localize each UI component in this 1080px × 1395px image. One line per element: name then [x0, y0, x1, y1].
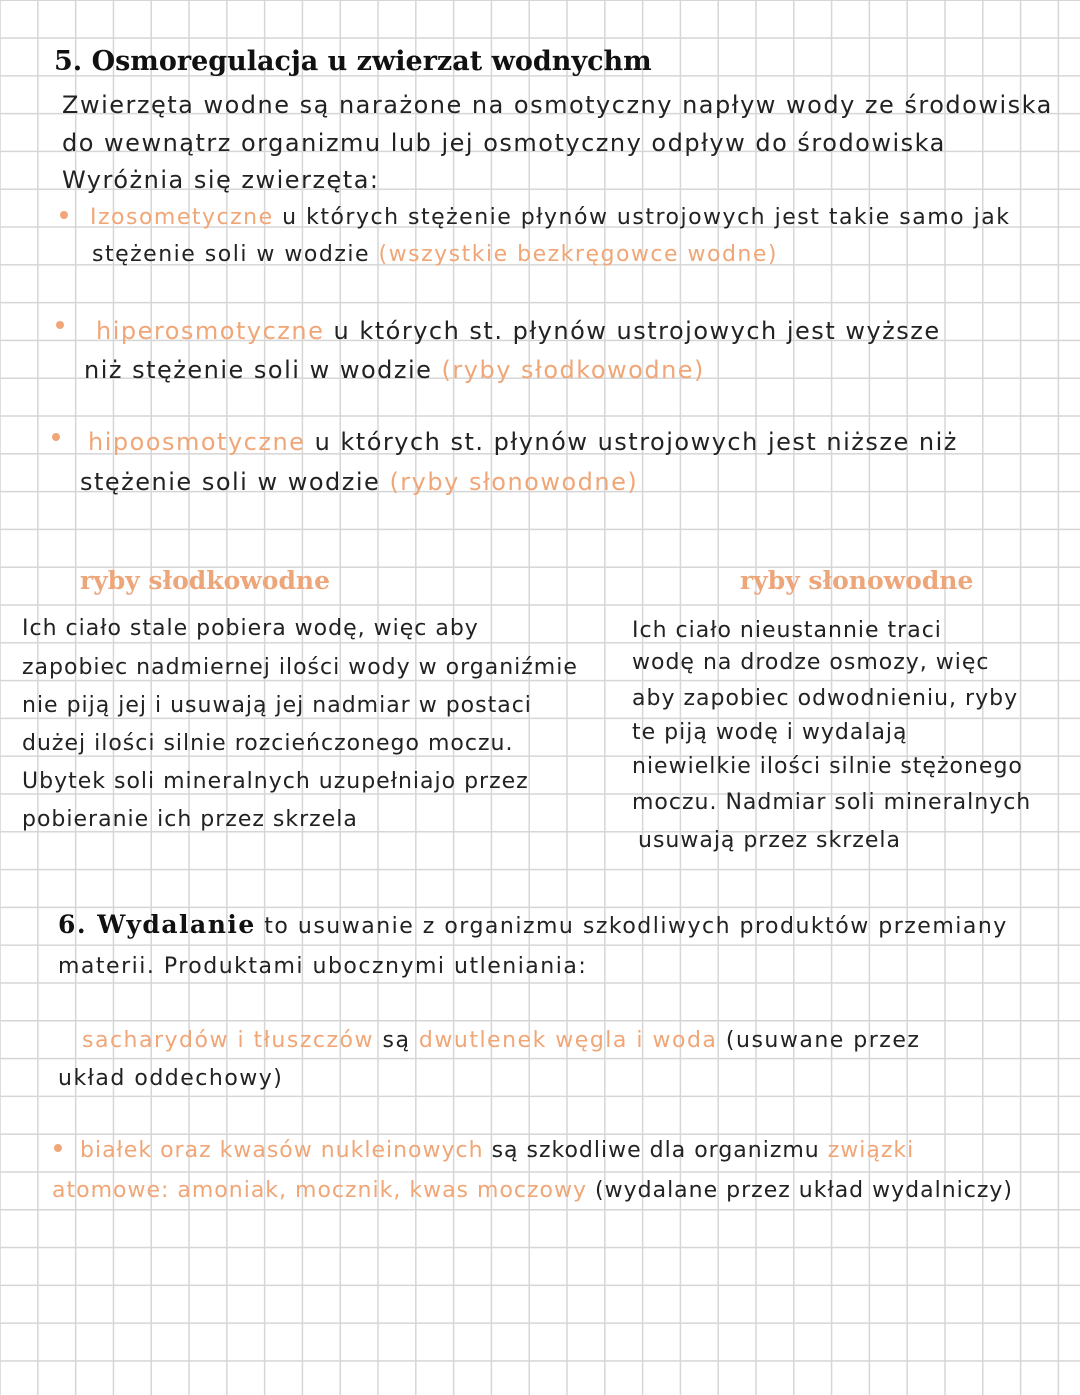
- bullet-icon: [52, 433, 60, 441]
- byproducts-item-line2: układ oddechowy): [58, 1066, 284, 1091]
- text-line: Ich ciało nieustannie traci: [632, 618, 942, 643]
- type-item-line2: niż stężenie soli w wodzie (ryby słodkowodne): [84, 356, 705, 384]
- section-6-title: 6. Wydalanie: [58, 910, 256, 939]
- section-6-intro-line2: materii. Produktami ubocznymi utleniania:: [58, 954, 588, 979]
- section-5-title: 5. Osmoregulacja u zwierzat wodnychm: [54, 46, 652, 77]
- freshwater-heading: ryby słodkowodne: [80, 566, 331, 595]
- type-item: hipoosmotyczne u których st. płynów ustrojowych jest niższe niż: [88, 428, 958, 456]
- saltwater-heading: ryby słonowodne: [740, 566, 974, 595]
- type-item-line2: stężenie soli w wodzie (wszystkie bezkręgowce wodne): [92, 242, 778, 267]
- type-item: Izosometyczne u których stężenie płynów ustrojowych jest takie samo jak: [90, 205, 1011, 230]
- text-line: Ich ciało stale pobiera wodę, więc aby: [22, 616, 479, 641]
- text-line: pobieranie ich przez skrzela: [22, 807, 358, 832]
- text-line: nie piją jej i usuwają jej nadmiar w postaci: [22, 693, 532, 718]
- text-line: usuwają przez skrzela: [638, 828, 901, 853]
- text-line: zapobiec nadmiernej ilości wody w organiźmie: [22, 655, 578, 680]
- bullet-icon: [56, 321, 64, 329]
- text-line: moczu. Nadmiar soli mineralnych: [632, 790, 1032, 815]
- text-line: te piją wodę i wydalają: [632, 720, 908, 745]
- type-item: hiperosmotyczne u których st. płynów ustrojowych jest wyższe: [96, 317, 941, 345]
- intro-line: do wewnątrz organizmu lub jej osmotyczny odpływ do środowiska: [62, 129, 946, 157]
- text-line: aby zapobiec odwodnieniu, ryby: [632, 686, 1019, 711]
- byproducts-item: białek oraz kwasów nukleinowych są szkodliwe dla organizmu związki: [80, 1138, 915, 1163]
- text-line: Ubytek soli mineralnych uzupełniajo przez: [22, 769, 529, 794]
- text-line: dużej ilości silnie rozcieńczonego moczu.: [22, 731, 514, 756]
- byproducts-item-line2: atomowe: amoniak, mocznik, kwas moczowy (wydalane przez układ wydalniczy): [52, 1178, 1014, 1203]
- bullet-icon: [60, 211, 68, 219]
- section-6-intro: 6. Wydalanie to usuwanie z organizmu szkodliwych produktów przemiany: [58, 910, 1008, 939]
- text-line: niewielkie ilości silnie stężonego: [632, 754, 1023, 779]
- text-line: wodę na drodze osmozy, więc: [632, 650, 990, 675]
- type-item-line2: stężenie soli w wodzie (ryby słonowodne): [80, 468, 639, 496]
- intro-line: Zwierzęta wodne są narażone na osmotyczny napływ wody ze środowiska: [62, 91, 1053, 119]
- byproducts-item: sacharydów i tłuszczów są dwutlenek węgla i woda (usuwane przez: [82, 1028, 921, 1053]
- bullet-icon: [54, 1144, 62, 1152]
- intro-line: Wyróżnia się zwierzęta:: [62, 166, 380, 194]
